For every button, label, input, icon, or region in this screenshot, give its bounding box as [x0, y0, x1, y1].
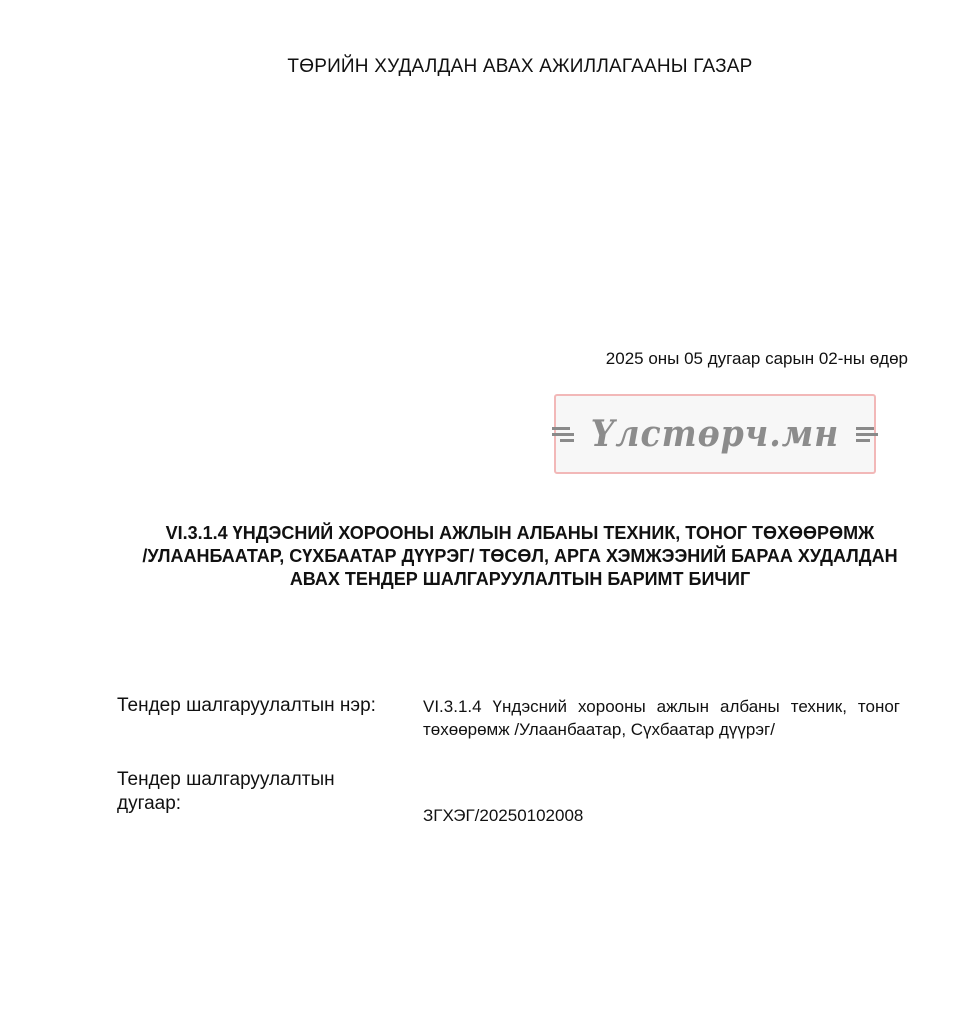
title-line-3: АВАХ ТЕНДЕР ШАЛГАРУУЛАЛТЫН БАРИМТ БИЧИГ — [289, 569, 751, 589]
tender-name-value: VI.3.1.4 Үндэсний хорооны ажлын албаны техник, тоног төхөөрөмж /Улаанбаатар, Сүхбаатар дүүрэг/ — [423, 697, 900, 739]
tender-number-label: Тендер шалгаруулалтын дугаар: — [117, 769, 335, 814]
watermark-stamp — [554, 394, 876, 474]
organization-name: ТӨРИЙН ХУДАЛДАН АВАХ АЖИЛЛАГААНЫ ГАЗАР — [287, 56, 753, 77]
stamp-right-lines-icon — [856, 427, 878, 442]
title-line-1: VI.3.1.4 ҮНДЭСНИЙ ХОРООНЫ АЖЛЫН АЛБАНЫ ТЕХНИК, ТОНОГ ТӨХӨӨРӨМЖ — [165, 523, 875, 543]
document-date: 2025 оны 05 дугаар сарын 02-ны өдөр — [605, 349, 908, 368]
tender-name-label: Тендер шалгаруулалтын нэр: — [117, 695, 376, 716]
title-line-2: /УЛААНБААТАР, СҮХБААТАР ДҮҮРЭГ/ ТӨСӨЛ, АРГА ХЭМЖЭЭНИЙ БАРАА ХУДАЛДАН — [142, 546, 898, 566]
watermark-text: Үлстөрч.мн — [590, 413, 840, 455]
stamp-left-lines-icon — [552, 427, 574, 442]
tender-number-value: ЗГХЭГ/20250102008 — [423, 806, 584, 825]
document-title — [100, 522, 940, 591]
